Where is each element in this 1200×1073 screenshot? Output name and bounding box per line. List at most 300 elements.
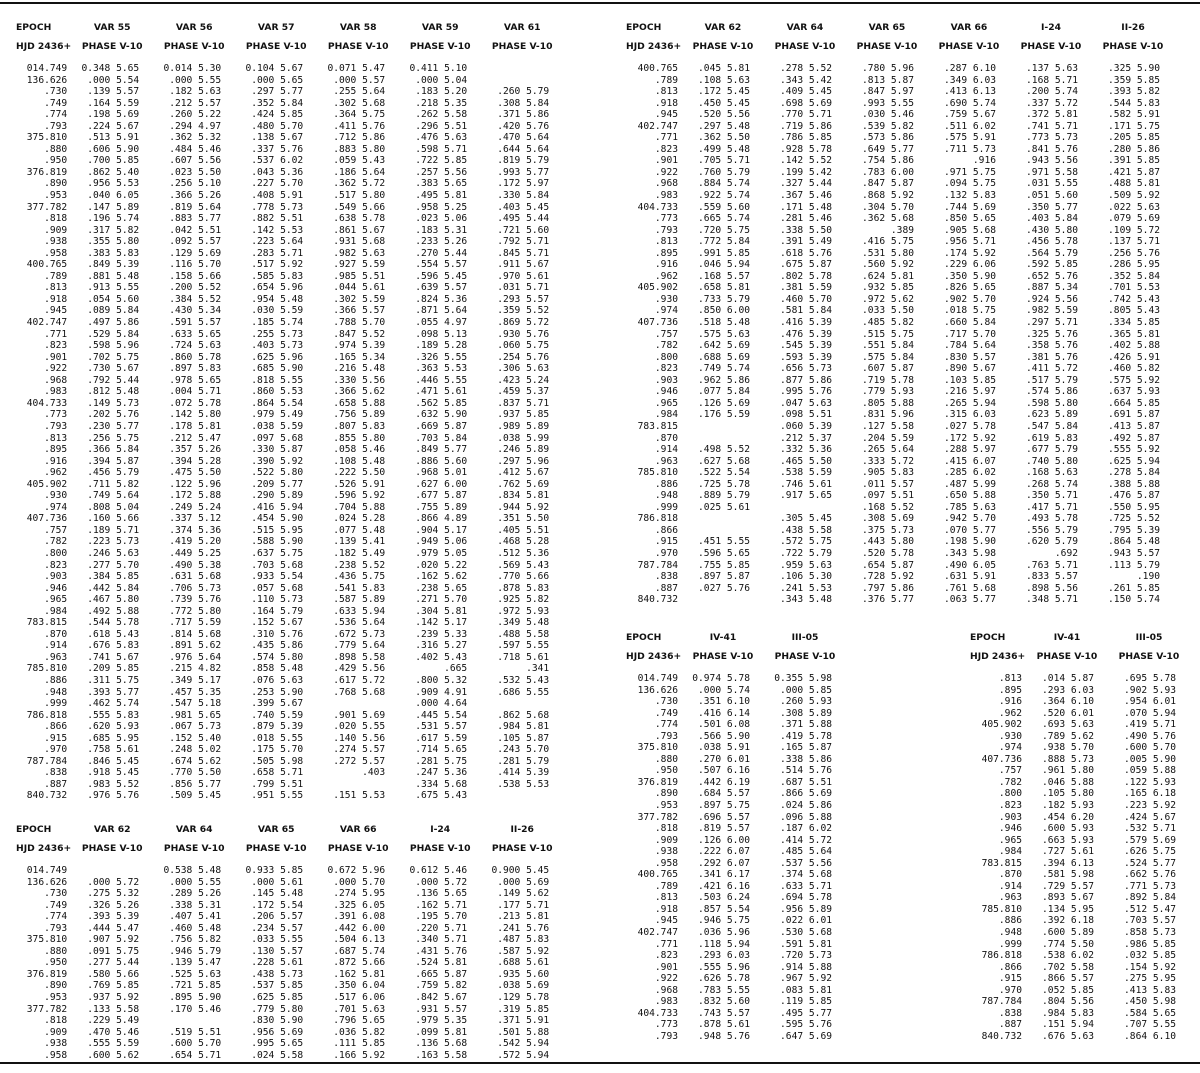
phase-mag-cell: .937 5.85 — [497, 409, 550, 421]
table-row — [620, 881, 846, 893]
epoch-cell: .930 — [998, 730, 1022, 742]
phase-mag-cell — [682, 525, 764, 537]
header-row-names — [10, 820, 563, 839]
phase-mag-cell: .721 5.60 — [497, 224, 550, 236]
phase-mag-cell: .847 5.87 — [862, 178, 914, 190]
phase-mag-cell: .216 5.48 — [333, 363, 386, 375]
phase-mag-cell: .106 5.30 — [780, 571, 832, 583]
phase-mag-cell: .559 5.60 — [698, 201, 750, 213]
phase-mag-cell: .122 5.93 — [1124, 776, 1176, 788]
phase-mag-cell: .187 6.02 — [780, 823, 832, 835]
epoch-cell: .958 — [654, 857, 678, 869]
epoch-cell: .818 — [654, 823, 678, 835]
phase-mag-cell: .359 5.52 — [497, 305, 550, 317]
table-row — [620, 167, 1174, 179]
phase-mag-cell: .591 5.81 — [780, 938, 832, 950]
table-row — [620, 63, 1174, 75]
phase-mag-cell: .538 5.59 — [780, 467, 832, 479]
phase-mag-cell: .315 6.03 — [944, 409, 996, 421]
phase-mag-cell: .471 5.61 — [415, 386, 468, 398]
phase-mag-cell: .430 5.34 — [169, 305, 222, 317]
table-row — [620, 248, 1174, 260]
phase-mag-cell: .409 5.45 — [780, 86, 832, 98]
phase-mag-cell: .547 5.18 — [169, 698, 222, 710]
phase-mag-cell: .338 5.50 — [780, 224, 832, 236]
phase-mag-cell: .234 5.57 — [251, 922, 304, 934]
phase-mag-cell: .359 5.85 — [1108, 74, 1160, 86]
table-row — [620, 742, 846, 754]
epoch-cell: 405.902 — [981, 719, 1022, 731]
phase-mag-cell: .490 5.38 — [169, 559, 222, 571]
phase-mag-cell: .849 5.77 — [415, 444, 468, 456]
table-row — [10, 271, 563, 283]
phase-mag-cell: .182 5.49 — [333, 547, 386, 559]
phase-mag-cell: .904 5.17 — [415, 524, 468, 536]
table-row — [10, 467, 563, 479]
phase-mag-cell: .850 6.00 — [698, 305, 750, 317]
epoch-cell: .890 — [44, 178, 68, 190]
phase-mag-cell: .513 5.91 — [87, 132, 140, 144]
table-row — [10, 583, 563, 595]
phase-mag-cell: .293 5.57 — [497, 293, 550, 305]
epoch-cell: .914 — [44, 640, 68, 652]
epoch-cell: .749 — [654, 707, 678, 719]
phase-mag-cell: .218 5.35 — [415, 97, 468, 109]
epoch-cell: .970 — [998, 984, 1022, 996]
phase-mag-cell: .696 5.57 — [698, 811, 750, 823]
table-row — [620, 536, 1174, 548]
epoch-cell: .838 — [998, 1007, 1022, 1019]
table-row — [964, 892, 1190, 904]
phase-mag-cell: .524 5.77 — [1124, 857, 1176, 869]
variable-name-header: VAR 62 — [704, 21, 742, 33]
phase-mag-cell: .333 5.72 — [862, 455, 914, 467]
phase-mag-cell: .438 5.73 — [251, 968, 304, 980]
phase-mag-cell: .785 5.63 — [944, 501, 996, 513]
phase-mag-cell: .212 5.37 — [780, 432, 832, 444]
table-row — [964, 788, 1190, 800]
phase-mag-cell: .985 5.51 — [333, 270, 386, 282]
phase-mag-cell: .763 5.71 — [1026, 559, 1078, 571]
phase-mag-cell: .979 5.35 — [415, 1015, 468, 1027]
epoch-cell: .793 — [44, 420, 68, 432]
phase-mag-cell: .338 5.31 — [169, 899, 222, 911]
epoch-cell: 787.784 — [637, 559, 678, 571]
phase-mag-cell: .830 5.57 — [944, 351, 996, 363]
epoch-cell: 783.815 — [981, 857, 1022, 869]
phase-mag-cell — [764, 502, 846, 514]
phase-mag-cell: 0.900 5.45 — [491, 865, 550, 876]
epoch-cell: .887 — [998, 1019, 1022, 1031]
phase-mag-cell: .889 5.79 — [698, 490, 750, 502]
epoch-header: EPOCH — [970, 631, 1006, 643]
phase-mag-cell: .746 5.61 — [780, 478, 832, 490]
table-row — [10, 663, 563, 675]
phase-mag-cell: .337 5.76 — [251, 143, 304, 155]
table-row — [620, 75, 1174, 87]
phase-mag-cell: .956 5.89 — [780, 903, 832, 915]
phase-mag-cell: .703 5.57 — [1124, 915, 1176, 927]
phase-mag-cell: .172 5.54 — [251, 899, 304, 911]
table-row — [10, 934, 563, 946]
phase-mag-cell: .238 5.65 — [415, 582, 468, 594]
phase-mag-cell: .943 5.56 — [1026, 155, 1078, 167]
phase-mag-cell: .849 5.39 — [87, 259, 140, 271]
epoch-cell: 785.810 — [637, 467, 678, 479]
phase-mag-cell: .504 6.13 — [333, 934, 386, 946]
epoch-cell: 136.626 — [26, 74, 68, 86]
photometry-table — [10, 820, 563, 1061]
phase-mag-cell: .280 5.86 — [1108, 143, 1160, 155]
phase-mag-cell — [481, 63, 563, 75]
phase-header: PHASE V-10 — [327, 41, 389, 53]
phase-mag-cell: .637 5.93 — [1108, 386, 1160, 398]
table-row — [620, 132, 1174, 144]
phase-mag-cell: .740 5.80 — [1026, 455, 1078, 467]
phase-header: PHASE V-10 — [1118, 651, 1180, 663]
phase-mag-cell: .719 5.86 — [780, 120, 832, 132]
phase-mag-cell: .005 5.90 — [1124, 753, 1176, 765]
phase-mag-cell: .350 6.04 — [333, 980, 386, 992]
phase-mag-cell: .662 5.76 — [1124, 869, 1176, 881]
table-row — [10, 202, 563, 214]
panel-left-bottom — [10, 820, 563, 1061]
phase-mag-cell: .229 5.49 — [87, 1015, 140, 1027]
phase-mag-cell: .286 5.95 — [1108, 259, 1160, 271]
epoch-cell: .880 — [654, 753, 678, 765]
epoch-cell: .895 — [44, 444, 68, 456]
phase-mag-cell: .519 5.51 — [169, 1026, 222, 1038]
phase-mag-cell: .918 5.45 — [87, 767, 140, 779]
phase-mag-cell: .598 5.96 — [87, 340, 140, 352]
phase-mag-cell: .503 6.24 — [698, 892, 750, 904]
phase-mag-cell: .549 5.66 — [333, 201, 386, 213]
phase-mag-cell: .176 5.59 — [698, 409, 750, 421]
phase-mag-cell: .532 5.43 — [497, 674, 550, 686]
phase-mag-cell — [317, 779, 399, 791]
epoch-cell: .963 — [44, 651, 68, 663]
table-row — [620, 502, 1174, 514]
phase-mag-cell: .562 5.85 — [415, 397, 468, 409]
epoch-cell: .771 — [654, 938, 678, 950]
phase-mag-cell: .142 5.17 — [415, 617, 468, 629]
epoch-cell: 787.784 — [981, 996, 1022, 1008]
phase-mag-cell: .995 5.65 — [251, 1038, 304, 1050]
phase-mag-cell: .038 5.99 — [497, 432, 550, 444]
phase-mag-cell: 0.014 5.30 — [163, 63, 222, 74]
phase-mag-cell: .020 5.55 — [333, 721, 386, 733]
phase-mag-cell: .512 5.47 — [1124, 903, 1176, 915]
table-row — [10, 225, 563, 237]
header-row-units — [10, 37, 563, 57]
phase-mag-cell: .580 5.66 — [87, 968, 140, 980]
phase-mag-cell: .722 5.85 — [415, 155, 468, 167]
phase-mag-cell: .171 5.48 — [780, 201, 832, 213]
phase-mag-cell: .690 5.74 — [944, 97, 996, 109]
table-row — [10, 1004, 563, 1016]
table-row — [964, 996, 1190, 1008]
phase-mag-cell: .669 5.87 — [415, 420, 468, 432]
phase-mag-cell: .305 5.45 — [780, 513, 832, 525]
phase-mag-cell: .057 5.68 — [251, 582, 304, 594]
phase-mag-cell: .633 5.71 — [780, 880, 832, 892]
phase-mag-cell: .416 6.14 — [698, 707, 750, 719]
phase-mag-cell: .560 5.92 — [862, 259, 914, 271]
epoch-cell: .948 — [998, 927, 1022, 939]
phase-mag-cell: .059 5.43 — [333, 155, 386, 167]
phase-mag-cell: .206 5.57 — [251, 911, 304, 923]
variable-name-header: VAR 64 — [175, 823, 213, 835]
phase-mag-cell: .536 5.64 — [333, 617, 386, 629]
phase-mag-cell: .272 5.57 — [333, 755, 386, 767]
phase-mag-cell: .935 5.60 — [497, 968, 550, 980]
phase-mag-cell: .000 5.65 — [251, 74, 304, 86]
phase-mag-cell: .509 5.45 — [169, 790, 222, 802]
phase-mag-cell: .332 5.36 — [780, 444, 832, 456]
epoch-cell: .774 — [44, 911, 68, 923]
table-row — [620, 777, 846, 789]
phase-mag-cell: .358 5.76 — [1026, 340, 1078, 352]
table-row — [964, 1008, 1190, 1020]
phase-mag-cell: .384 5.52 — [169, 293, 222, 305]
phase-mag-cell: .140 5.56 — [333, 732, 386, 744]
phase-mag-cell: .802 5.78 — [780, 270, 832, 282]
phase-mag-cell: .000 5.85 — [780, 684, 832, 696]
phase-mag-cell: .819 5.79 — [497, 155, 550, 167]
phase-mag-cell: .868 5.92 — [862, 190, 914, 202]
epoch-cell: .950 — [44, 957, 68, 969]
phase-mag-cell: .228 5.61 — [251, 957, 304, 969]
phase-mag-cell: .718 5.61 — [497, 651, 550, 663]
epoch-cell: .962 — [44, 467, 68, 479]
table-row — [10, 560, 563, 572]
table-row — [620, 869, 846, 881]
table-row — [620, 513, 1174, 525]
phase-mag-cell: .052 5.85 — [1042, 984, 1094, 996]
table-row — [964, 823, 1190, 835]
phase-mag-cell: .898 5.56 — [1026, 582, 1078, 594]
phase-mag-cell: .031 5.71 — [497, 282, 550, 294]
phase-mag-cell: .310 5.76 — [251, 628, 304, 640]
phase-mag-cell: .917 5.65 — [780, 490, 832, 502]
phase-mag-cell: .241 5.53 — [780, 582, 832, 594]
phase-mag-cell: .168 5.52 — [862, 501, 914, 513]
table-row — [620, 398, 1174, 410]
phase-mag-cell: .168 5.71 — [1026, 74, 1078, 86]
table-row — [10, 756, 563, 768]
table-row — [964, 915, 1190, 927]
phase-mag-cell: .000 5.61 — [251, 876, 304, 888]
phase-mag-cell: .268 5.74 — [1026, 478, 1078, 490]
phase-mag-cell: .824 5.36 — [415, 293, 468, 305]
phase-mag-cell: .423 5.24 — [497, 374, 550, 386]
phase-mag-cell: .804 5.56 — [1042, 996, 1094, 1008]
phase-mag-cell: .341 6.17 — [698, 869, 750, 881]
phase-mag-cell: .739 5.76 — [169, 594, 222, 606]
variable-name-header: VAR 64 — [786, 21, 824, 33]
phase-mag-cell: .275 5.95 — [1124, 973, 1176, 985]
epoch-cell: .887 — [44, 778, 68, 790]
phase-mag-cell: .094 5.75 — [944, 178, 996, 190]
epoch-cell: 404.733 — [637, 1007, 678, 1019]
phase-mag-cell: .411 5.72 — [1026, 363, 1078, 375]
table-row — [10, 525, 563, 537]
phase-mag-cell: .270 5.44 — [415, 247, 468, 259]
phase-mag-cell: .962 5.86 — [698, 374, 750, 386]
phase-mag-cell: .209 5.85 — [87, 663, 140, 675]
panel-left-top — [10, 18, 563, 802]
table-row — [620, 962, 846, 974]
epoch-cell: 375.810 — [26, 132, 68, 144]
phase-mag-cell: .389 — [890, 224, 914, 236]
table-row — [620, 467, 1174, 479]
epoch-cell: .773 — [654, 213, 678, 225]
phase-mag-cell: .462 5.74 — [87, 698, 140, 710]
phase-mag-cell: .684 5.57 — [698, 788, 750, 800]
phase-mag-cell: .402 5.43 — [415, 651, 468, 663]
epoch-cell: 405.902 — [637, 282, 678, 294]
table-row — [10, 640, 563, 652]
phase-mag-cell: .986 5.85 — [1124, 938, 1176, 950]
table-row — [10, 248, 563, 260]
phase-mag-cell: .470 5.46 — [87, 1026, 140, 1038]
phase-mag-cell: .925 5.82 — [497, 594, 550, 606]
phase-mag-cell: .902 5.70 — [944, 293, 996, 305]
epoch-cell: .999 — [654, 501, 678, 513]
epoch-cell: .823 — [44, 559, 68, 571]
phase-mag-cell: .408 5.91 — [251, 190, 304, 202]
phase-mag-cell: .042 5.51 — [169, 224, 222, 236]
phase-mag-cell: .891 5.62 — [169, 640, 222, 652]
table-row — [620, 178, 1174, 190]
phase-mag-cell: .862 5.68 — [497, 709, 550, 721]
phase-mag-cell: .600 5.93 — [1042, 823, 1094, 835]
phase-mag-cell: 0.933 5.85 — [245, 865, 304, 876]
phase-mag-cell: .424 5.85 — [251, 109, 304, 121]
phase-mag-cell: .239 5.33 — [415, 628, 468, 640]
phase-mag-cell: .600 5.70 — [169, 1038, 222, 1050]
phase-mag-cell: .743 5.57 — [698, 1007, 750, 1019]
phase-mag-cell: .198 5.69 — [87, 109, 140, 121]
phase-mag-cell: .970 5.61 — [497, 270, 550, 282]
phase-mag-cell: .956 5.53 — [87, 178, 140, 190]
phase-mag-cell: .261 5.85 — [1108, 582, 1160, 594]
phase-mag-cell: .993 5.55 — [862, 97, 914, 109]
phase-mag-cell: .171 5.75 — [1108, 120, 1160, 132]
epoch-cell: .773 — [44, 409, 68, 421]
phase-mag-cell: .574 5.86 — [1026, 386, 1078, 398]
epoch-cell: .953 — [44, 190, 68, 202]
phase-mag-cell: .362 5.72 — [333, 178, 386, 190]
epoch-cell: .880 — [44, 143, 68, 155]
phase-mag-cell: .658 5.88 — [333, 397, 386, 409]
table-row — [620, 421, 1174, 433]
epoch-cell: 407.736 — [26, 513, 68, 525]
phase-mag-cell: .954 5.48 — [251, 293, 304, 305]
phase-mag-cell: .784 5.64 — [944, 340, 996, 352]
phase-mag-cell: .654 5.96 — [251, 282, 304, 294]
table-row — [620, 696, 846, 708]
phase-mag-cell: .133 5.58 — [87, 1003, 140, 1015]
phase-mag-cell: .792 5.44 — [87, 374, 140, 386]
photometry-table — [10, 18, 563, 802]
variable-name-header: VAR 66 — [339, 823, 377, 835]
phase-mag-cell: .150 5.74 — [1108, 594, 1160, 606]
phase-mag-cell: .587 5.92 — [497, 945, 550, 957]
phase-mag-cell: 0.538 5.48 — [163, 865, 222, 876]
phase-mag-cell: .394 5.87 — [87, 455, 140, 467]
phase-mag-cell: .151 5.94 — [1042, 1019, 1094, 1031]
phase-mag-cell: .773 5.73 — [1026, 132, 1078, 144]
phase-mag-cell: .847 5.52 — [333, 328, 386, 340]
phase-mag-cell: .704 5.88 — [333, 501, 386, 513]
epoch-cell: .958 — [44, 247, 68, 259]
phase-mag-cell: .362 5.32 — [169, 132, 222, 144]
phase-mag-cell: .306 5.63 — [497, 363, 550, 375]
phase-mag-cell: .152 5.67 — [251, 617, 304, 629]
epoch-cell: .823 — [654, 143, 678, 155]
table-row — [964, 696, 1190, 708]
phase-mag-cell: .177 5.71 — [497, 899, 550, 911]
phase-mag-cell: .522 5.54 — [698, 467, 750, 479]
phase-mag-cell: .079 5.69 — [1108, 213, 1160, 225]
phase-mag-cell: .163 5.58 — [415, 1049, 468, 1061]
table-row — [620, 305, 1174, 317]
epoch-cell: .915 — [44, 732, 68, 744]
phase-mag-cell: .720 5.75 — [698, 224, 750, 236]
header-row-names — [620, 18, 1174, 37]
phase-mag-cell: .831 5.96 — [862, 409, 914, 421]
phase-mag-cell: .976 5.64 — [169, 651, 222, 663]
phase-mag-cell: .789 5.62 — [1042, 730, 1094, 742]
phase-mag-cell: .916 — [972, 155, 996, 167]
panel-right-top — [620, 18, 1174, 606]
phase-mag-cell: .260 5.79 — [497, 86, 550, 98]
phase-mag-cell: .883 5.80 — [333, 143, 386, 155]
phase-mag-cell: .278 5.84 — [1108, 467, 1160, 479]
phase-mag-cell: .127 5.58 — [862, 420, 914, 432]
phase-mag-cell: .717 5.59 — [169, 617, 222, 629]
phase-mag-cell: .623 5.89 — [1026, 409, 1078, 421]
hjd-header: HJD 2436+ — [16, 843, 72, 855]
table-row — [10, 340, 563, 352]
phase-mag-cell: .136 5.68 — [415, 1038, 468, 1050]
epoch-cell: .922 — [654, 166, 678, 178]
table-row — [10, 259, 563, 271]
phase-mag-cell: .595 5.76 — [780, 1019, 832, 1031]
table-row — [620, 823, 846, 835]
table-row — [620, 904, 846, 916]
phase-mag-cell: .598 5.71 — [415, 143, 468, 155]
phase-mag-cell: .956 5.71 — [944, 236, 996, 248]
phase-mag-cell: .142 5.52 — [780, 155, 832, 167]
table-row — [10, 398, 563, 410]
epoch-cell: 400.765 — [637, 869, 678, 881]
table-row — [620, 731, 846, 743]
phase-mag-cell: .771 5.73 — [1124, 880, 1176, 892]
phase-mag-cell: .600 5.70 — [1124, 742, 1176, 754]
phase-mag-cell: .637 5.75 — [251, 547, 304, 559]
phase-mag-cell: .862 5.40 — [87, 166, 140, 178]
phase-mag-cell: .633 5.94 — [333, 605, 386, 617]
table-row — [10, 710, 563, 722]
hjd-header: HJD 2436+ — [16, 41, 72, 53]
phase-mag-cell: .692 — [1054, 547, 1078, 559]
epoch-cell: .983 — [654, 190, 678, 202]
phase-mag-cell: .195 5.70 — [415, 911, 468, 923]
table-row — [620, 915, 846, 927]
phase-mag-cell: .151 5.53 — [333, 790, 386, 802]
